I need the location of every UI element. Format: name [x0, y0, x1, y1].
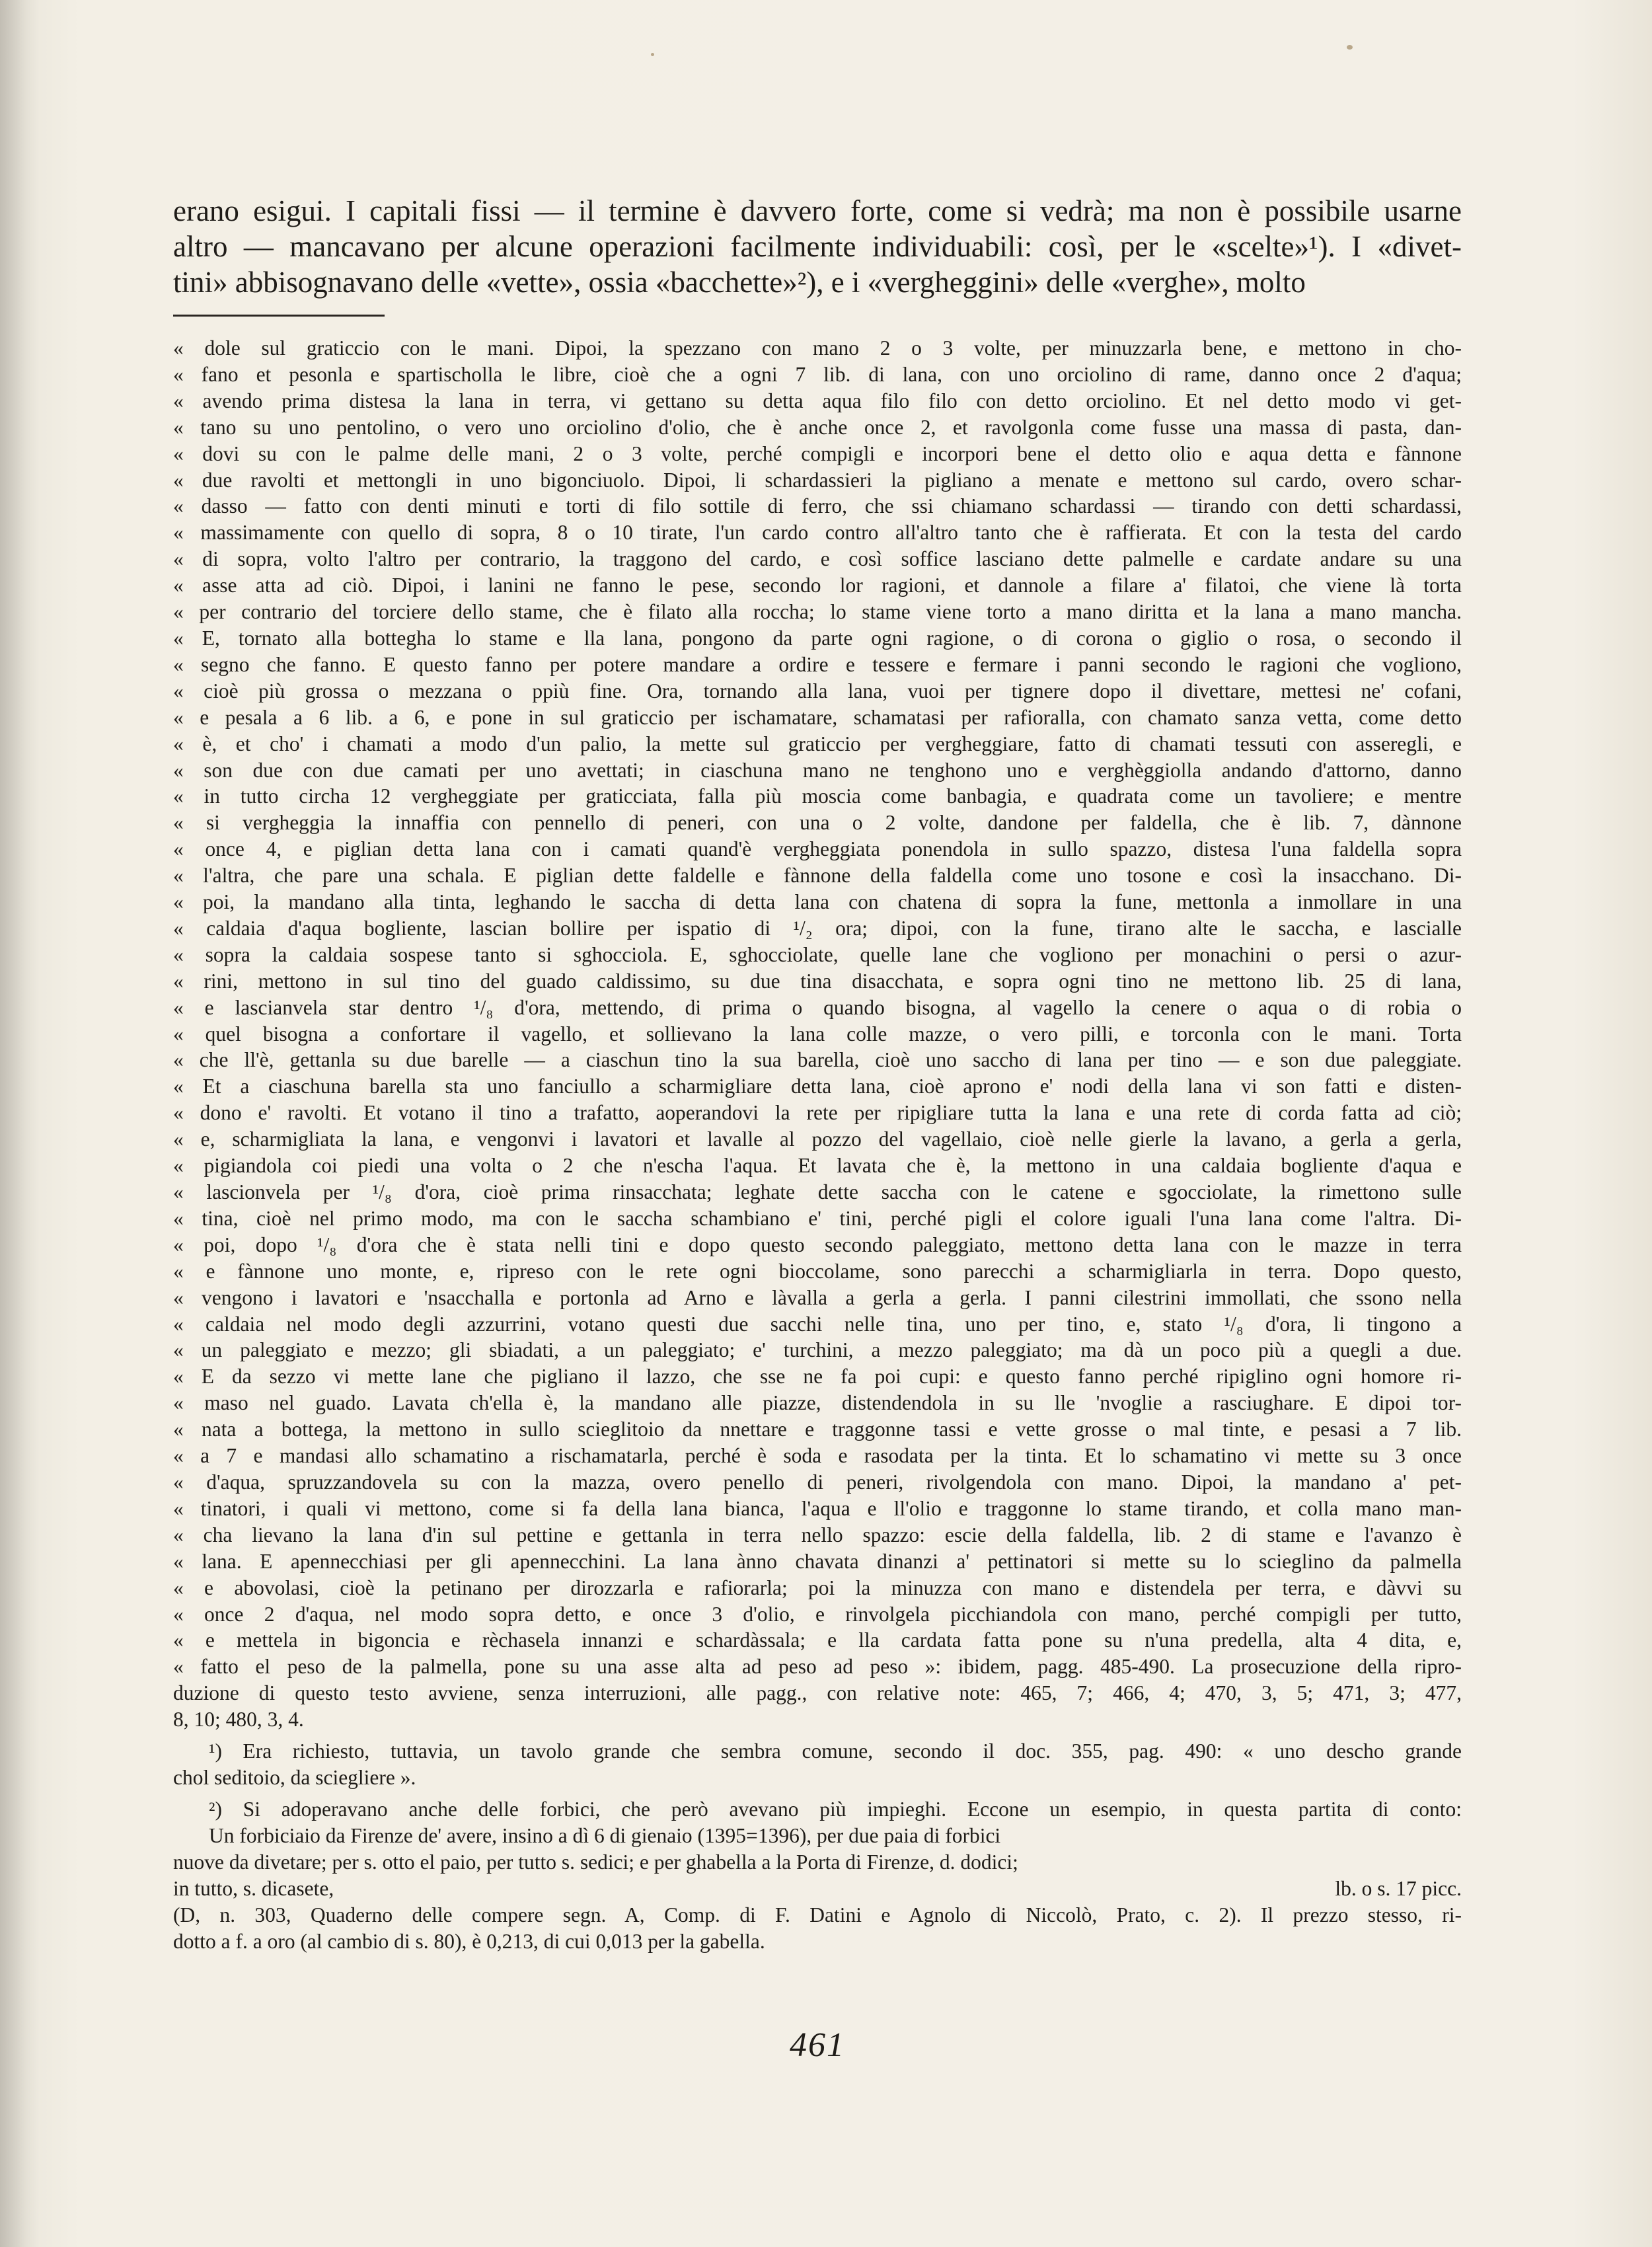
quote-line: « once 2 d'aqua, nel modo sopra detto, e once 3 d'olio, e rinvolgela picchiandola con mano, perché compigli per tutto, — [173, 1602, 1462, 1626]
quote-line: « lana. E apennecchiasi per gli apennecchini. La lana ànno chavata dinanzi a' pettinatori si mette su lo scieglino da palmella — [173, 1549, 1462, 1573]
quote-line: « Et a ciaschuna barella sta uno fanciullo a scharmigliare detta lana, cioè aprono e' nodi della lana vi son fatti e disten- — [173, 1075, 1462, 1098]
quote-line: « cha lievano la lana d'in sul pettine e gettanla in terra nello spazzo: escie della faldella, lib. 2 di stame e l'avanzo è — [173, 1523, 1462, 1546]
quote-line: « E, tornato alla bottegha lo stame e lla lana, pongono da parte ogni ragione, o di corona o giglio o rosa, o secondo il — [173, 626, 1462, 650]
quote-line: « maso nel guado. Lavata ch'ella è, la mandano alle piazze, distendendola in su lle 'nvoglie a rasciughare. E dipoi tor- — [173, 1391, 1462, 1415]
quote-line: « poi, la mandano alla tinta, leghando le saccha di detta lana con chatena di sopra la fune, mettonla a inmollare in una — [173, 890, 1462, 914]
quote-line: « E da sezzo vi mette lane che pigliano il lazzo, che sse ne fa poi cupi: e questo fanno perché ripiglino ogni homore ri- — [173, 1365, 1462, 1389]
footnote-2 — [173, 1796, 1462, 1955]
page-content — [173, 193, 1462, 1955]
quote-line: « quel bisogna a confortare il vagello, et sollievano la lana colle mazze, o vero pilli, e torconla con le mani. Torta — [173, 1022, 1462, 1046]
quote-line: « è, et cho' i chamati a modo d'un palio, la mette sul graticcio per vergheggiare, fatto di chamati tessuti con asseregli, e — [173, 732, 1462, 755]
quote-line: « per contrario del torciere dello stame, che è filato alla roccha; lo stame viene torto a mano diritta et la lana a mano mancha. — [173, 600, 1462, 624]
quote-line: « e fànnone uno monte, e, ripreso con le rete ogni bioccolame, sono parecchi a scharmigliarla in terra. Dopo questo, — [173, 1259, 1462, 1283]
quote-line: « nata a bottega, la mettono in sullo scieglitoio da nnettare e traggonne tassi e vette grosse o mal tinte, e pesasi a 7 lib. — [173, 1418, 1462, 1441]
quote-line: « dovi su con le palme delle mani, 2 o 3 volte, perché compigli e incorpori bene el detto olio e aqua detta e fànnone — [173, 441, 1462, 465]
footnote-entry-line: Un forbiciaio da Firenze de' avere, insino a dì 6 di gienaio (1395=1396), per due paia di forbici — [209, 1824, 1001, 1848]
footnote-entry-line: nuove da divetare; per s. otto el paio, per tutto s. sedici; e per ghabella a la Porta di Firenze, d. dodici; — [173, 1850, 1018, 1874]
quote-line: « e lascianvela star dentro ¹/₈ d'ora, mettendo, di prima o quando bisogna, al vagello la cenere o aqua o di robia o — [173, 995, 1462, 1019]
footnote-total-row — [173, 1876, 1462, 1902]
quote-line: « tina, cioè nel primo modo, ma con le saccha schambiano e' tini, perché pigli el colore iguali l'una lana come l'altra. Di- — [173, 1206, 1462, 1230]
quote-line: « rini, mettono in sul tino del guado caldissimo, su due tina disacchata, e sopra ogni tino ne mettono lib. 25 di lana, — [173, 969, 1462, 993]
quote-line: « fano et pesonla e spartischolla le libre, cioè che a ogni 7 lib. di lana, con uno orciolino di rame, danno once 2 d'aqua; — [173, 362, 1462, 386]
body-line: tini» abbisognavano delle «vette», ossia «bacchette»²), e i «vergheggini» delle «verghe», molto — [173, 266, 1306, 299]
quote-line: « avendo prima distesa la lana in terra, vi gettano su detta aqua filo filo con detto orciolino. Et nel detto modo vi get- — [173, 389, 1462, 412]
quote-line: « l'altra, che pare una schala. E piglian dette faldelle e fànnone della faldella come uno tosone e così la insacchano. Di- — [173, 864, 1462, 888]
quote-line: « dasso — fatto con denti minuti e torti di filo sottile di ferro, che ssi chiamano schardassi — tirando con detti schardassi, — [173, 494, 1462, 518]
quote-line: « tano su uno pentolino, o vero uno orciolino d'olio, che è anche once 2, et ravolgonla come fusse una massa di pasta, dan- — [173, 415, 1462, 439]
paper-speck — [1347, 45, 1353, 50]
footnote-1 — [173, 1738, 1462, 1791]
quote-line: « lascionvela per ¹/₈ d'ora, cioè prima rinsacchata; leghate dette saccha con le catene e sgocciolate, la rimettono sulle — [173, 1180, 1462, 1203]
quote-line: « dono e' ravolti. Et votano il tino a trafatto, aoperandovi la rete per ripigliare tutta la lana e una rete di corda fatta ad ciò; — [173, 1101, 1462, 1125]
quote-line: « caldaia d'aqua bogliente, lascian bollire per ispatio di ¹/₂ ora; dipoi, con la fune, tirano alte le saccha, e lascialle — [173, 916, 1462, 940]
body-line: altro — mancavano per alcune operazioni facilmente individuabili: così, per le «scelte»¹). I «divet- — [173, 230, 1462, 263]
footnote-rule — [173, 315, 385, 317]
quote-line: « tinatori, i quali vi mettono, come si fa della lana bianca, l'aqua e ll'olio e traggonne lo stame tirando, et colla mano man- — [173, 1496, 1462, 1520]
quote-line: « once 4, e piglian detta lana con i camati quand'è vergheggiata ponendola in sullo spazzo, distesa l'una faldella sopra — [173, 837, 1462, 861]
quote-line: « asse atta ad ciò. Dipoi, i lanini ne fanno le pese, secondo lor ragioni, et dannole a filare a' filatoi, che viene là torta — [173, 574, 1462, 597]
quote-line: « caldaia nel modo degli azzurrini, votano questi due sacchi nelle tina, uno per tino, e, stato ¹/₈ d'ora, li tingono a — [173, 1312, 1462, 1336]
quote-line: « poi, dopo ¹/₈ d'ora che è stata nelli tini e dopo questo secondo paleggiato, mettono detta lana con le mazze in terra — [173, 1233, 1462, 1256]
quote-line: « si vergheggia la innaffia con pennello di peneri, con una o 2 volte, dandone per faldella, che è lib. 7, dànnone — [173, 811, 1462, 835]
footnote-total-value: lb. o s. 17 picc. — [1335, 1877, 1462, 1901]
body-line: erano esigui. I capitali fissi — il termine è davvero forte, come si vedrà; ma non è possibile usarne — [173, 194, 1462, 227]
quote-line: « segno che fanno. E questo fanno per potere mandare a ordire e tessere e fermare i panni secondo le ragioni che vogliono, — [173, 652, 1462, 676]
quote-line: duzione di questo testo avviene, senza interruzioni, alle pagg., con relative note: 465, 7; 466, 4; 470, 3, 5; 471, 3; 477, — [173, 1681, 1462, 1705]
quote-line: « vengono i lavatori e 'nsacchalla e portonla ad Arno e làvalla a gerla a gerla. I panni cilestrini immollati, che ssono nella — [173, 1285, 1462, 1309]
footnote-source-line: dotto a f. a oro (al cambio di s. 80), è 0,213, di cui 0,013 per la gabella. — [173, 1930, 765, 1954]
page-number: 461 — [790, 2026, 845, 2064]
quote-line: « a 7 e mandasi allo schamatino a rischamatarla, perché è soda e rasodata per la tinta. Et lo schamatino vi mette su 3 once — [173, 1444, 1462, 1468]
page-fold-shadow — [0, 0, 40, 2247]
quote-line: « d'aqua, spruzzandovela su con la mazza, overo penello di peneri, rivolgendola con mano. Dipoi, la mandano a' pet- — [173, 1470, 1462, 1494]
footnote-line: chol seditoio, da sciegliere ». — [173, 1766, 416, 1790]
footnote-quotation — [173, 335, 1462, 1733]
footnote-total-label: in tutto, s. dicasete, — [173, 1877, 334, 1901]
main-paragraph — [173, 193, 1462, 300]
quote-line: « fatto el peso de la palmella, pone su una asse alta ad peso ad peso »: ibidem, pagg. 485-490. La prosecuzione della ripro- — [173, 1655, 1462, 1679]
footnote-line: ¹) Era richiesto, tuttavia, un tavolo grande che sembra comune, secondo il doc. 355, pag. 490: « uno deschо grande — [209, 1739, 1462, 1763]
quote-line: « e mettela in bigoncia e rèchasela innanzi e schardàssala; e lla cardata fatta pone su n'una predella, alta 4 dita, e, — [173, 1628, 1462, 1652]
quote-line: « son due con due camati per uno avettati; in ciaschuna mano ne tenghono uno e verghèggiolla andando d'attorno, danno — [173, 758, 1462, 782]
quote-line: « sopra la caldaia sospese tanto si sghocciola. E, sghocciolate, quelle lane che vogliono per monachini o persi o azur- — [173, 942, 1462, 966]
quote-line: « due ravolti et mettongli in uno bigonciuolo. Dipoi, li schardassieri la pigliano a menate e mettono sul cardo, overo schar- — [173, 468, 1462, 492]
paper-speck — [651, 53, 654, 56]
quote-line: « dole sul graticcio con le mani. Dipoi, la spezzano con mano 2 o 3 volte, per minuzzarla bene, e mettono in cho- — [173, 336, 1462, 360]
quote-line: « di sopra, volto l'altro per contrario, la traggono del cardo, e così soffice lasciano dette palmelle e cardate andare su una — [173, 547, 1462, 571]
footnote-line: ²) Si adoperavano anche delle forbici, che però avevano più impieghi. Eccone un esempio, in questa partita di conto: — [209, 1798, 1462, 1821]
quote-line: « e abovolasi, cioè la petinano per dirozzarla e rafiorarla; poi la minuzza con mano e distendela per terra, e dàvvi su — [173, 1576, 1462, 1599]
footnote-source-line: (D, n. 303, Quaderno delle compere segn. A, Comp. di F. Datini e Agnolo di Niccolò, Prato, c. 2). Il prezzo stesso, ri- — [173, 1903, 1462, 1927]
quote-line: « cioè più grossa o mezzana o ppiù fine. Ora, tornando alla lana, vuoi per tignere dopo il divettare, mettesi ne' cofani, — [173, 679, 1462, 703]
quote-line: « massimamente con quello di sopra, 8 o 10 tirate, l'un cardo contro all'altro tanto che è raffierata. Et con la testa del cardo — [173, 521, 1462, 545]
quote-line: « e pesala a 6 lib. a 6, e pone in sul graticcio per ischamatare, schamatasi per rafioralla, con chamato sanza vetta, come detto — [173, 705, 1462, 729]
quote-line: « in tutto circha 12 vergheggiate per graticciata, falla più moscia come banbagia, e quadrata come un tavoliere; e mentre — [173, 784, 1462, 808]
quote-line: « e, scharmigliata la lana, e vengonvi i lavatori et lavalle al pozzo del vagellaio, cioè nelle gierle la lavano, a gerla a gerla, — [173, 1127, 1462, 1151]
quote-line: 8, 10; 480, 3, 4. — [173, 1708, 304, 1732]
quote-line: « che ll'è, gettanla su due barelle — a ciaschun tino la sua barella, cioè uno saccho di lana per tino — e son due paleggiate. — [173, 1048, 1462, 1072]
quote-line: « un paleggiato e mezzo; gli sbiadati, a un paleggiato; e' turchini, a mezzo paleggiato; ma dà un poco più a quegli a due. — [173, 1338, 1462, 1362]
quote-line: « pigiandola coi piedi una volta o 2 che n'escha l'aqua. Et lavata che è, la mettono in una caldaia bogliente d'aqua e — [173, 1154, 1462, 1178]
